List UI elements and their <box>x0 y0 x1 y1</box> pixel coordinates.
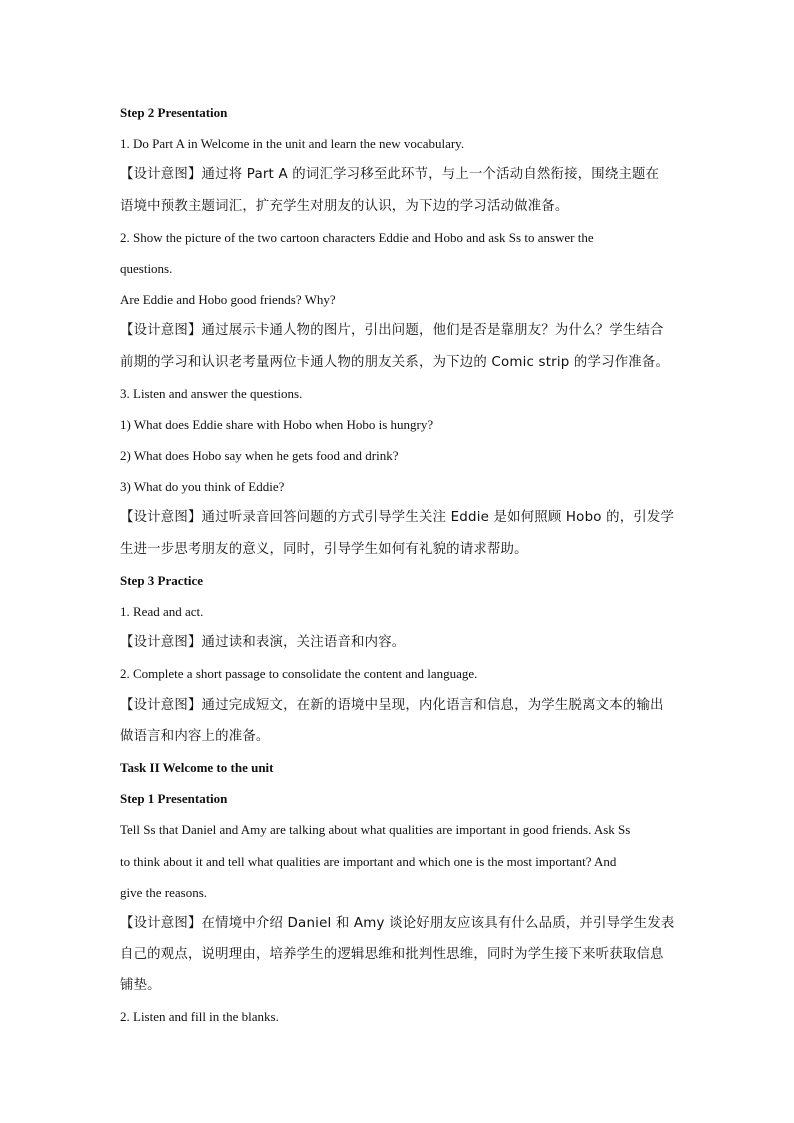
body-paragraph: Are Eddie and Hobo good friends? Why? <box>120 292 336 308</box>
section-heading: Step 3 Practice <box>120 572 204 588</box>
body-paragraph: Tell Ss that Daniel and Amy are talking about what qualities are important in good friends. Ask Ss <box>120 822 631 838</box>
design-intent-note: 【设计意图】通过将 Part A 的词汇学习移至此环节，与上一个活动自然衔接，围绕主题在 <box>120 167 660 183</box>
design-intent-note: 【设计意图】通过听录音回答问题的方式引导学生关注 Eddie 是如何照顾 Hobo 的，引发学 <box>120 510 675 526</box>
question-item: 2) What does Hobo say when he gets food and drink? <box>120 448 399 464</box>
section-heading: Step 1 Presentation <box>120 791 228 807</box>
body-paragraph: to think about it and tell what qualities are important and which one is the most important? And <box>120 853 617 869</box>
design-intent-note: 做语言和内容上的准备。 <box>120 728 270 744</box>
body-paragraph: 3. Listen and answer the questions. <box>120 385 303 401</box>
question-item: 1) What does Eddie share with Hobo when Hobo is hungry? <box>120 416 434 432</box>
design-intent-note: 生进一步思考朋友的意义，同时，引导学生如何有礼貌的请求帮助。 <box>120 541 528 557</box>
design-intent-note: 语境中预教主题词汇，扩充学生对朋友的认识，为下边的学习活动做准备。 <box>120 198 569 214</box>
body-paragraph: give the reasons. <box>120 884 208 900</box>
body-paragraph: 2. Listen and fill in the blanks. <box>120 1009 279 1025</box>
document-body <box>120 97 680 1033</box>
body-paragraph: 2. Show the picture of the two cartoon characters Eddie and Hobo and ask Ss to answer the <box>120 229 594 245</box>
section-heading: Task II Welcome to the unit <box>120 759 274 775</box>
design-intent-note: 前期的学习和认识老考量两位卡通人物的朋友关系，为下边的 Comic strip 的学习作准备。 <box>120 354 670 370</box>
section-heading: Step 2 Presentation <box>120 105 228 120</box>
body-paragraph: 2. Complete a short passage to consolidate the content and language. <box>120 666 478 682</box>
body-paragraph: 1. Do Part A in Welcome in the unit and learn the new vocabulary. <box>120 136 465 152</box>
design-intent-note: 【设计意图】通过完成短文，在新的语境中呈现，内化语言和信息，为学生脱离文本的输出 <box>120 697 664 713</box>
body-paragraph: 1. Read and act. <box>120 604 204 619</box>
design-intent-note: 【设计意图】通过展示卡通人物的图片，引出问题，他们是否是靠朋友？为什么？学生结合 <box>120 323 664 339</box>
question-item: 3) What do you think of Eddie? <box>120 479 285 495</box>
body-paragraph: questions. <box>120 260 173 276</box>
design-intent-note: 【设计意图】在情境中介绍 Daniel 和 Amy 谈论好朋友应该具有什么品质，并引导学生发表 <box>120 915 675 931</box>
design-intent-note: 铺垫。 <box>120 978 161 994</box>
design-intent-note: 自己的观点，说明理由，培养学生的逻辑思维和批判性思维，同时为学生接下来听获取信息 <box>120 947 664 963</box>
design-intent-note: 【设计意图】通过读和表演，关注语音和内容。 <box>120 635 406 651</box>
